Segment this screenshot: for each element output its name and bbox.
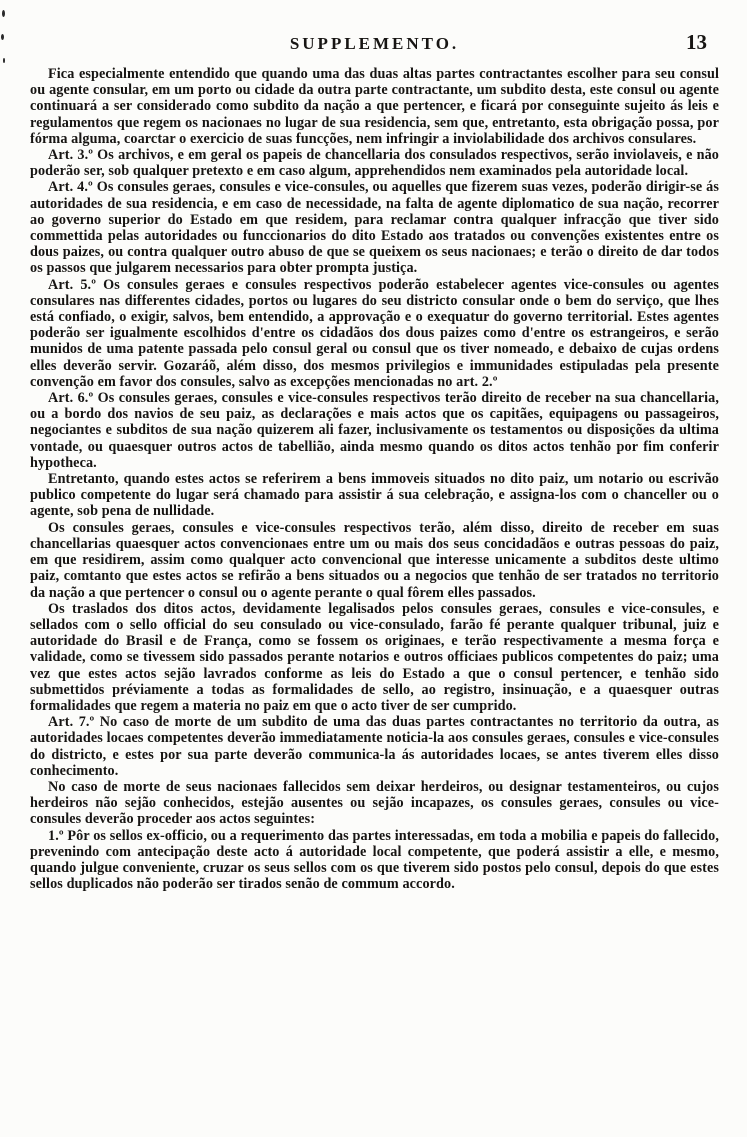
paragraph: Art. 6.º Os consules geraes, consules e vice-consules respectivos terão direito de receber na sua chancellaria, ou a bordo dos navios de seu paiz, as declarações e mais actos que os capitães, equipagens ou passageiros, negociantes e subditos de sua nação quizerem ali fazer, inclusivamente os testamentos ou disposições da ultima vontade, ou quaesquer outros actos de tabellião, ainda mesmo quando os ditos actos tenhão por fim conferir hypotheca. bbox=[30, 390, 719, 471]
paragraph: Art. 3.º Os archivos, e em geral os papeis de chancellaria dos consulados respectivos, serão inviolaveis, e não poderão ser, sob qualquer pretexto e em caso algum, apprehendidos nem examinados pela autoridade local. bbox=[30, 147, 719, 180]
document-body bbox=[30, 66, 719, 892]
paragraph: Art. 5.º Os consules geraes e consules respectivos poderão estabelecer agentes vice-consules ou agentes consulares nas differentes cidades, portos ou lugares do seu districto consular onde o bem do serviço, que lhes está confiado, o exigir, salvos, bem entendido, a approvação e o exequatur do governo territorial. Estes agentes poderão ser igualmente escolhidos d'entre os cidadãos dos dous paizes como d'entre os estrangeiros, e serão munidos de uma patente passada pelo consul geral ou consul que os tiver nomeado, e debaixo de cujas ordens elles deverão servir. Gozaráõ, além disso, dos mesmos privilegios e immunidades estipuladas pela presente convenção em favor dos consules, salvo as excepções mencionadas no art. 2.º bbox=[30, 276, 719, 390]
scan-artifact bbox=[3, 58, 5, 63]
page-header bbox=[30, 30, 719, 60]
scan-artifact bbox=[1, 34, 4, 40]
scan-artifact bbox=[2, 10, 5, 17]
paragraph: Art. 4.º Os consules geraes, consules e vice-consules, ou aquelles que fizerem suas vezes, poderão dirigir-se ás autoridades de sua residencia, e em caso de necessidade, na falta de agente diplomatico de sua nação, recorrer ao governo superior do Estado em que residem, para reclamar contra qualquer infracção que tiver sido commettida pelas autoridades ou funccionarios do dito Estado aos tratados ou convenções existentes entre os dous paizes, ou contra qualquer outro abuso de que se queixem os seus nacionaes; e terão o direito de dar todos os passos que julgarem necessarios para obter prompta justiça. bbox=[30, 179, 719, 277]
paragraph: Art. 7.º No caso de morte de um subdito de uma das duas partes contractantes no territorio da outra, as autoridades locaes competentes deverão immediatamente noticia-la aos consules geraes, consules e vice-consules do districto, e estes por sua parte deverão communica-la ás autoridades locaes, se antes tiverem elles disso conhecimento. bbox=[30, 714, 719, 779]
paragraph: 1.º Pôr os sellos ex-officio, ou a requerimento das partes interessadas, em toda a mobilia e papeis do fallecido, prevenindo com antecipação deste acto á autoridade local competente, que poderá assistir a elle, e mesmo, quando julgue conveniente, cruzar os seus sellos com os que tiverem sido postos pelo consul, depois do que estes sellos duplicados não poderão ser tirados senão de commum accordo. bbox=[30, 827, 719, 893]
paragraph: No caso de morte de seus nacionaes fallecidos sem deixar herdeiros, ou designar testamenteiros, ou cujos herdeiros não sejão conhecidos, estejão ausentes ou sejão incapazes, os consules geraes, consules ou vice-consules deverão proceder aos actos seguintes: bbox=[30, 778, 719, 828]
paragraph: Fica especialmente entendido que quando uma das duas altas partes contractantes escolher para seu consul ou agente consular, em um porto ou cidade da outra parte contractante, um subdito desta, este consul ou agente continuará a ser considerado como subdito da nação a que pertencer, e ficará por conseguinte sujeito ás leis e regulamentos que regem os nacionaes no lugar de sua residencia, sem que, entretanto, esta obrigação possa, por fórma alguma, coarctar o exercicio de suas funcções, nem infringir a inviolabilidade dos archivos consulares. bbox=[30, 66, 719, 147]
page-number: 13 bbox=[686, 30, 707, 54]
paragraph: Entretanto, quando estes actos se referirem a bens immoveis situados no dito paiz, um notario ou escrivão publico competente do lugar será chamado para assistir á sua celebração, e assigna-los com o chanceller ou o agente, sob pena de nullidade. bbox=[30, 471, 719, 520]
page-title: SUPPLEMENTO. bbox=[289, 34, 460, 53]
paragraph: Os traslados dos ditos actos, devidamente legalisados pelos consules geraes, consules e vice-consules, e sellados com o sello official do seu consulado ou vice-consulado, farão fé perante qualquer tribunal, juiz e autoridade do Brasil e de França, como se fossem os originaes, e terão respectivamente a mesma força e validade, como se tivessem sido passados perante notarios e outros officiaes publicos competentes do paiz; uma vez que estes actos sejão lavrados conforme as leis do Estado a que o consul pertencer, e tenhão sido submettidos préviamente a todas as formalidades de sello, ao registro, insinuação, e a quaesquer outras formalidades que regem a materia no paiz em que o acto tiver de ser cumprido. bbox=[30, 600, 719, 714]
paragraph: Os consules geraes, consules e vice-consules respectivos terão, além disso, direito de receber em suas chancellarias quaesquer actos convencionaes entre um ou mais dos seus concidadãos e outras pessoas do paiz, em que residirem, assim como qualquer acto convencional que interesse unicamente a subditos deste ultimo paiz, comtanto que estes actos se refirão a bens situados ou a negocios que tenhão de ser tratados no territorio da nação a que pertencer o consul ou o agente perante o qual fôrem elles passados. bbox=[30, 519, 719, 601]
